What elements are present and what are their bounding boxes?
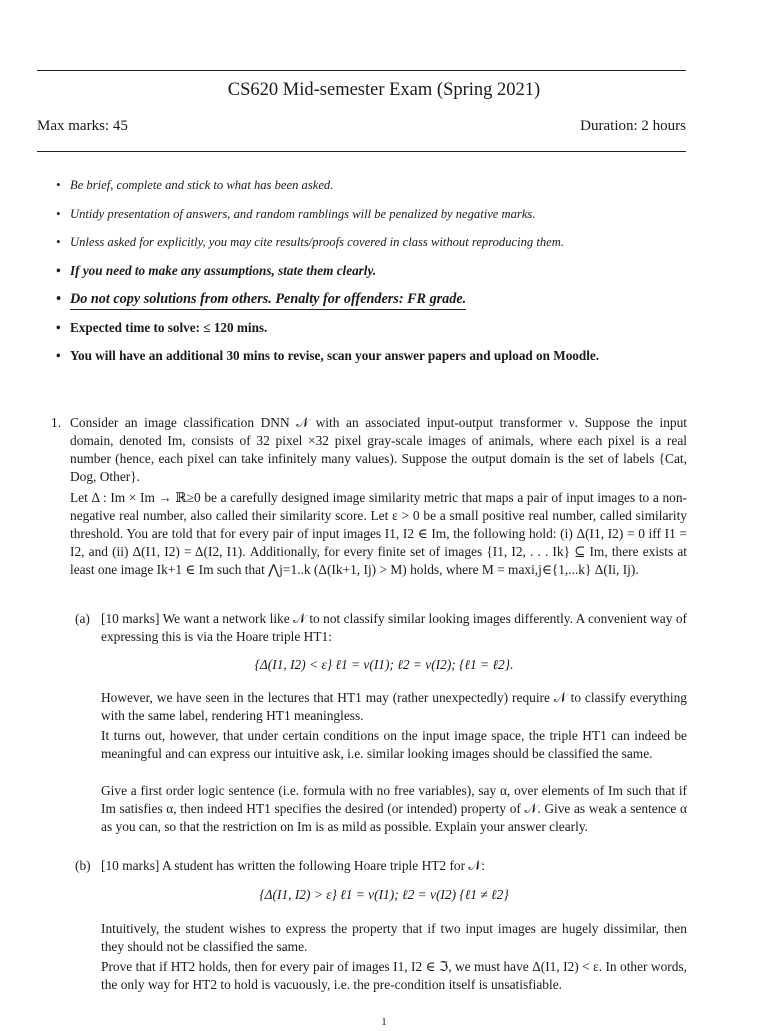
- equation-ht2: {Δ(I1, I2) > ε} ℓ1 = ν(I1); ℓ2 = ν(I2) {ℓ1 ≠ ℓ2}: [259, 887, 509, 902]
- bullet: •: [56, 348, 61, 363]
- instruction-item-copy-warning: • Do not copy solutions from others. Penalty for offenders: FR grade.: [70, 290, 688, 308]
- part-a-para: It turns out, however, that under certain conditions on the input image space, the triple HT1 can indeed be meaningful and can express our intuitive ask, i.e. similar looking images should be classified the same.: [101, 728, 687, 761]
- part-b-label: (b): [75, 858, 91, 873]
- header-bottom-rule: [37, 151, 686, 152]
- instruction-item: • Expected time to solve: ≤ 120 mins.: [56, 319, 268, 335]
- question-1-setup: Let Δ : Im × Im → ℝ≥0 be a carefully designed image similarity metric that maps a pair of input images to a non-negative real number, also called their similarity score. Let ε > 0 be a small positive real number, called similarity threshold. You are told that for every pair of input images I1, I2 ∈ Im, the following hold: (i) Δ(I1, I2) = 0 iff I1 = I2, and (ii) Δ(I1, I2) = Δ(I2, I1). Additionally, for every finite set of images {I1, I2, . . . Ik} ⊆ Im, there exists at least one image Ik+1 ∈ Im such that ⋀j=1..k (Δ(Ik+1, Ij) > M) holds, where M = maxi,j∈{1,...k} Δ(Ii, Ij).: [70, 490, 687, 577]
- bullet: •: [56, 262, 61, 278]
- part-b-intro: [10 marks] A student has written the following Hoare triple HT2 for 𝒩:: [101, 858, 485, 873]
- instruction-item: • You will have an additional 30 mins to revise, scan your answer papers and upload on Moodle.: [56, 348, 600, 363]
- part-b-para: Intuitively, the student wishes to express the property that if two input images are hugely dissimilar, then they should not be classified the same.: [101, 921, 687, 954]
- instruction-item: • Be brief, complete and stick to what has been asked.: [56, 178, 334, 192]
- bullet: •: [56, 319, 61, 335]
- max-marks: Max marks: 45: [37, 118, 128, 134]
- bullet: •: [56, 206, 61, 221]
- instruction-item: • If you need to make any assumptions, state them clearly.: [56, 262, 377, 278]
- duration: Duration: 2 hours: [580, 118, 686, 134]
- equation-ht1: {Δ(I1, I2) < ε} ℓ1 = ν(I1); ℓ2 = ν(I2); {ℓ1 = ℓ2}.: [254, 657, 514, 672]
- instructions-list: [56, 176, 688, 376]
- top-rule: [37, 70, 686, 71]
- bullet: •: [56, 178, 61, 192]
- page-number: 1: [381, 1016, 387, 1028]
- exam-title: CS620 Mid-semester Exam (Spring 2021): [227, 80, 541, 100]
- bullet: •: [56, 235, 61, 249]
- question-number: 1.: [51, 415, 62, 430]
- part-a-para: Give a first order logic sentence (i.e. formula with no free variables), say α, over elements of Im such that if Im satisfies α, then indeed HT1 specifies the desired (or intended) property of 𝒩. Give as weak a sentence α as you can, so that the restriction on Im is as mild as possible. Explain your answer clearly.: [101, 783, 687, 834]
- part-a-intro: [10 marks] We want a network like 𝒩 to not classify similar looking images differently. A convenient way of expressing this is via the Hoare triple HT1:: [101, 611, 687, 644]
- part-b-para: Prove that if HT2 holds, then for every pair of images I1, I2 ∈ ℑ, we must have Δ(I1, I2) < ε. In other words, the only way for HT2 to hold is vacuously, i.e. the pre-condition itself is unsatisfiable.: [101, 959, 687, 992]
- instruction-item: • Untidy presentation of answers, and random ramblings will be penalized by negative marks.: [56, 206, 536, 221]
- instruction-item: • Unless asked for explicitly, you may cite results/proofs covered in class without reproducing them.: [56, 235, 564, 249]
- part-a-para: However, we have seen in the lectures that HT1 may (rather unexpectedly) require 𝒩 to classify everything with the same label, rendering HT1 meaningless.: [101, 690, 687, 723]
- bullet: •: [56, 291, 61, 307]
- question-1-intro: Consider an image classification DNN 𝒩 with an associated input-output transformer ν. Suppose the input domain, denoted Im, consists of 32 pixel ×32 pixel gray-scale images of animals, where each pixel is a real number (hence, each pixel can take infinitely many values). Suppose the output domain is the set of labels {Cat, Dog, Other}.: [70, 415, 687, 484]
- part-a-label: (a): [75, 611, 90, 626]
